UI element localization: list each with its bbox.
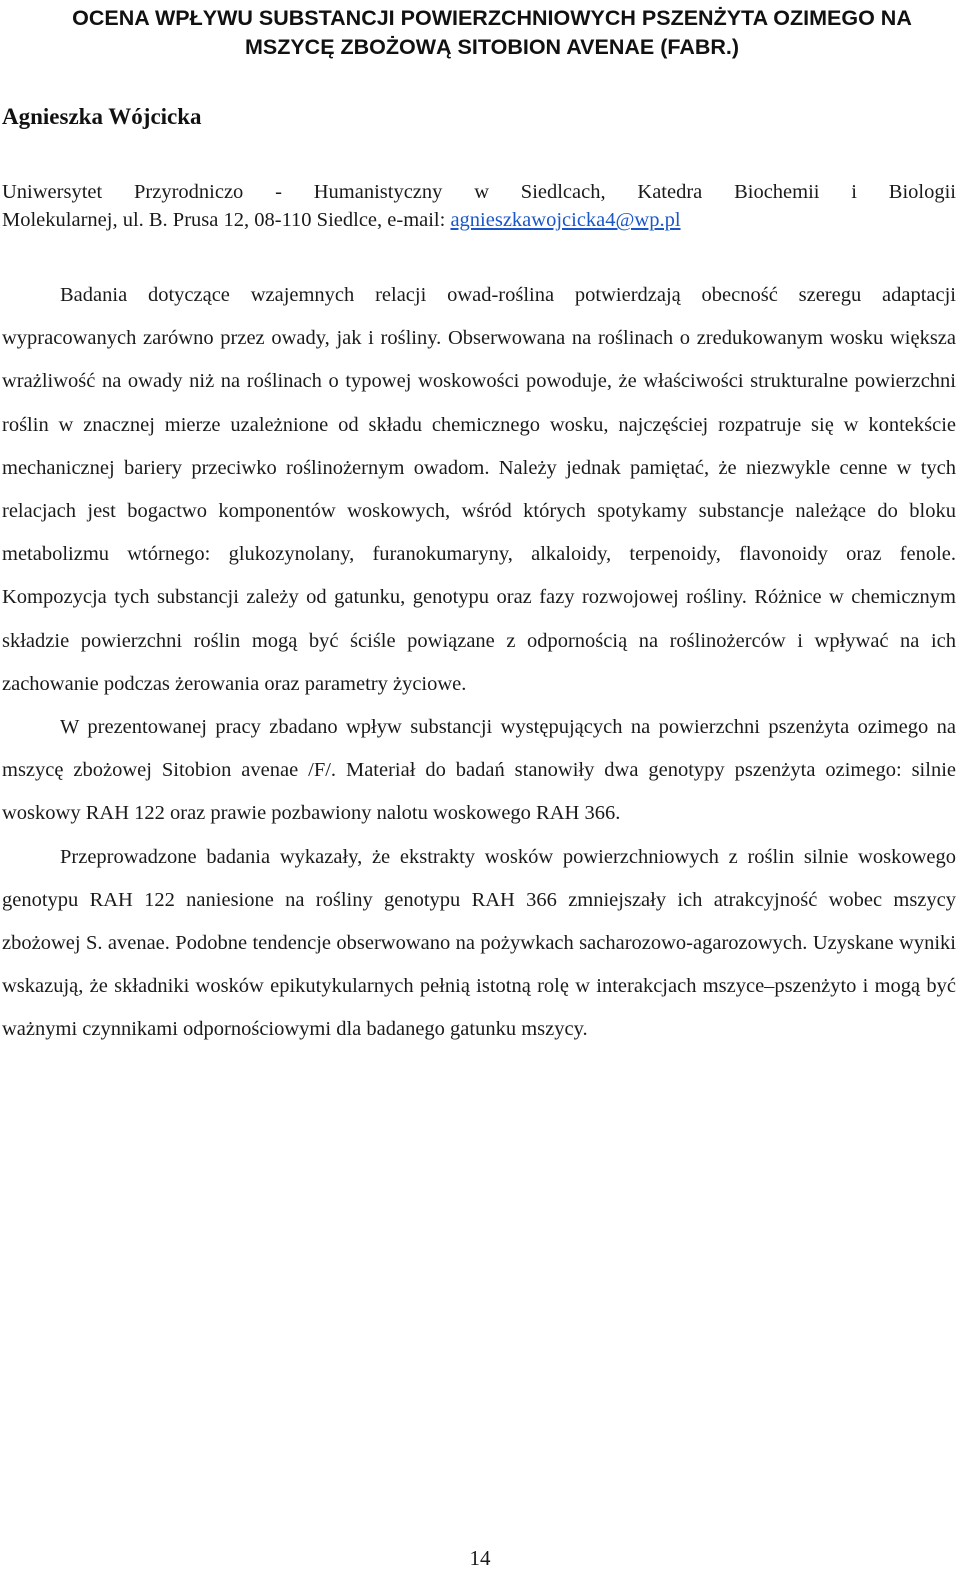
page-number: 14 [469, 1546, 491, 1570]
paragraph-3: Przeprowadzone badania wykazały, że ekstrakty wosków powierzchniowych z roślin silnie woskowego genotypu RAH 122 naniesione na rośliny genotypu RAH 366 zmniejszały ich atrakcyjność wobec mszycy zbożowej S. avenae. Podobne tendencje obserwowano na pożywkach sacharozowo-agarozowych. Uzyskane wyniki wskazują, że składniki wosków epikutykularnych pełnią istotną rolę w interakcjach mszyce–pszenżyto i mogą być ważnymi czynnikami odpornościowymi dla badanego gatunku mszycy. [2, 845, 956, 1041]
affiliation-line-2: Molekularnej, ul. B. Prusa 12, 08-110 Siedlce, e-mail: [2, 209, 451, 231]
author-affiliation [2, 178, 956, 234]
abstract-body [2, 274, 956, 1052]
paragraph-1: Badania dotyczące wzajemnych relacji owad-roślina potwierdzają obecność szeregu adaptacji wypracowanych zarówno przez owady, jak i rośliny. Obserwowana na roślinach o zredukowanym wosku większa wrażliwość na owady niż na roślinach o typowej woskowości powoduje, że właściwości strukturalne powierzchni roślin w znacznej mierze uzależnione od składu chemicznego wosku, najczęściej rozpatruje się w kontekście mechanicznej bariery przeciwko roślinożernym owadom. Należy jednak pamiętać, że niezwykle cenne w tych relacjach jest bogactwo komponentów woskowych, wśród których spotykamy substancje należące do bloku metabolizmu wtórnego: glukozynolany, furanokumaryny, alkaloidy, terpenoidy, flavonoidy oraz fenole. Kompozycja tych substancji zależy od gatunku, genotypu oraz fazy rozwojowej rośliny. Różnice w chemicznym składzie powierzchni roślin mogą być ściśle powiązane z odpornością na roślinożerców i wpływać na ich zachowanie podczas żerowania oraz parametry życiowe. [2, 284, 956, 695]
author-name: Agnieszka Wójcicka [2, 104, 202, 129]
email-link[interactable]: agnieszkawojcicka4@wp.pl [450, 209, 681, 231]
paper-title: OCENA WPŁYWU SUBSTANCJI POWIERZCHNIOWYCH PSZENŻYTA OZIMEGO NA MSZYCĘ ZBOŻOWĄ SITOBION AVENAE (FABR.) [72, 6, 912, 59]
paragraph-2: W prezentowanej pracy zbadano wpływ substancji występujących na powierzchni pszenżyta ozimego na mszycę zbożowej Sitobion avenae /F/. Materiał do badań stanowiły dwa genotypy pszenżyta ozimego: silnie woskowy RAH 122 oraz prawie pozbawiony nalotu woskowego RAH 366. [2, 716, 956, 825]
affiliation-line-1: Uniwersytet Przyrodniczo - Humanistyczny w Siedlcach, Katedra Biochemii i Biologii [2, 181, 956, 203]
